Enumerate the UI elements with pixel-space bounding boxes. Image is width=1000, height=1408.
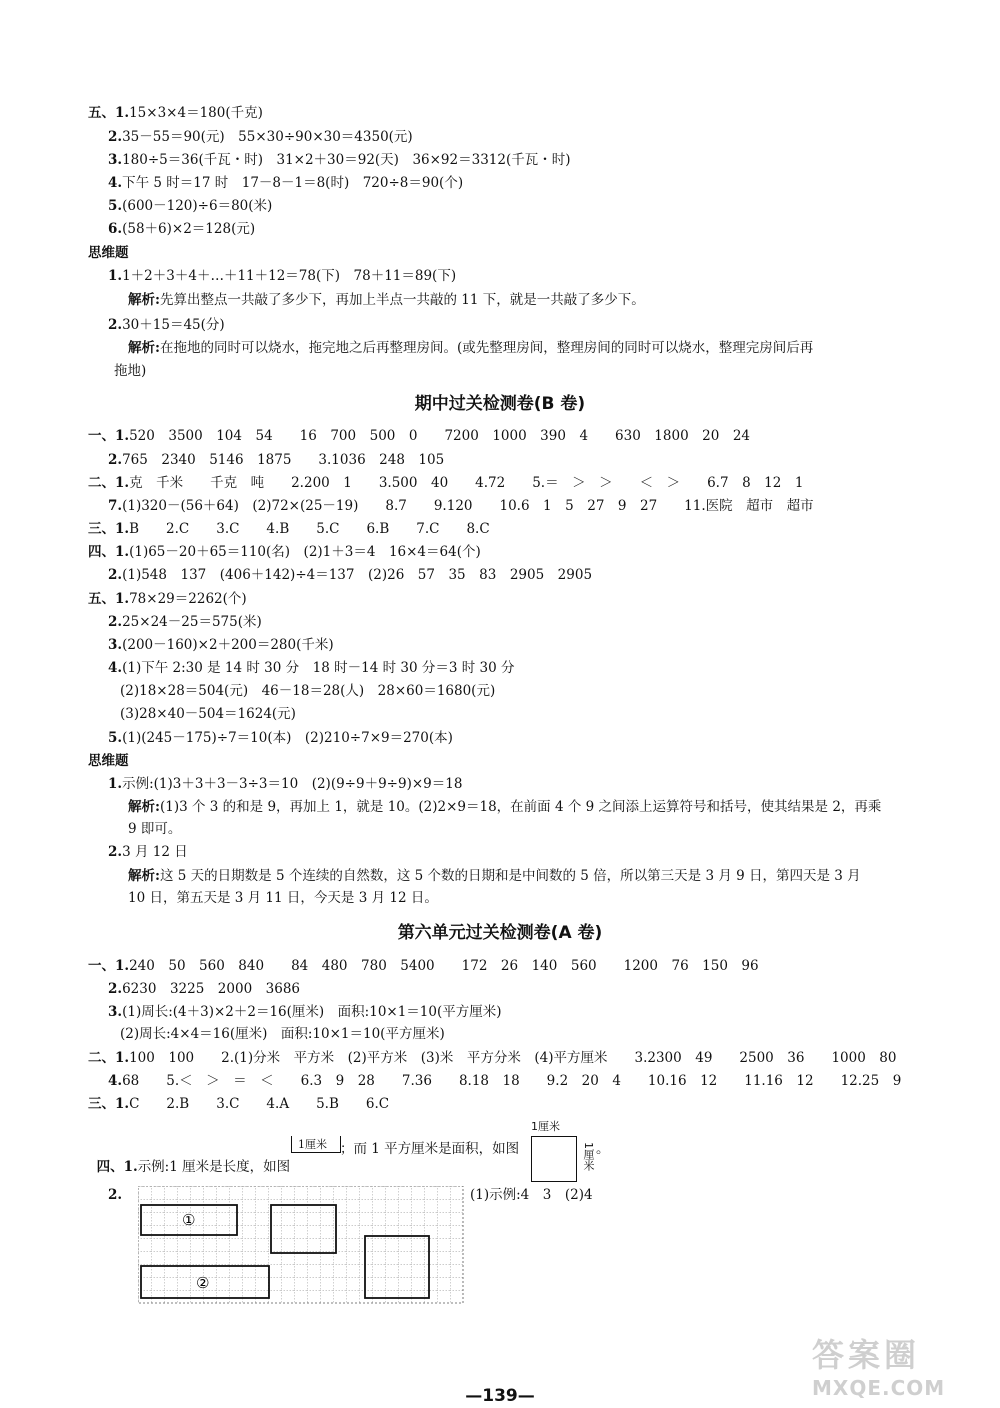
answer-line	[120, 682, 495, 700]
answer-line	[88, 104, 263, 122]
answer-line	[108, 1003, 502, 1021]
answer-label: 三、1.	[88, 521, 130, 537]
answer-line	[88, 474, 803, 492]
grid-label-2: ②	[196, 1274, 210, 1292]
answer-text: 68 5.＜ ＞ ＝ ＜ 6.3 9 28 7.36 8.18 18 9.2 20 4 10.16 12 11.16 12 12.25 9	[122, 1073, 902, 1089]
answer-text: 6230 3225 2000 3686	[122, 981, 301, 997]
answer-label: 2.	[108, 844, 123, 860]
answer-text: B 2.C 3.C 4.B 5.C 6.B 7.C 8.C	[129, 521, 490, 537]
answer-line	[108, 220, 255, 238]
section-title-unit6-a: 第六单元过关检测卷(A 卷)	[397, 923, 603, 943]
answer-label: 2.	[108, 567, 123, 583]
answer-line	[88, 244, 129, 262]
answer-line	[108, 1072, 901, 1090]
grid-figure	[138, 1186, 464, 1308]
watermark-line2: MXQE.COM	[812, 1376, 946, 1400]
answer-text: 克 千米 千克 吨 2.200 1 3.500 40 4.72 5.＝ ＞ ＞ ＜ ＞ 6.7 8 12 1	[129, 475, 804, 491]
answer-label: 5.	[108, 730, 123, 746]
answer-text: 3 月 12 日	[122, 844, 188, 860]
page-number: —139—	[465, 1386, 535, 1406]
answer-label: 五、1.	[88, 591, 130, 607]
answer-label: 五、1.	[88, 105, 130, 121]
answer-text: C 2.B 3.C 4.A 5.B 6.C	[129, 1096, 390, 1112]
answer-line	[108, 613, 262, 631]
answer-text: 9 即可。	[128, 821, 182, 837]
answer-line	[88, 957, 759, 975]
q2-label: 2.	[108, 1187, 123, 1203]
answer-text: 240 50 560 840 84 480 780 5400 172 26 140 560 1200 76 150 96	[129, 958, 759, 974]
answer-line	[128, 291, 645, 309]
grid-label-1: ①	[182, 1211, 196, 1229]
answer-label: 4.	[108, 660, 123, 676]
answer-line	[108, 636, 334, 654]
answer-text: 30＋15＝45(分)	[122, 317, 225, 333]
q4-text-a: 示例:1 厘米是长度，如图	[137, 1159, 291, 1175]
answer-line	[108, 566, 592, 584]
answer-label: 4.	[108, 1073, 123, 1089]
answer-label: 解析:	[128, 340, 160, 356]
answer-text: 520 3500 104 54 16 700 500 0 7200 1000 390 4 630 1800 20 24	[129, 428, 751, 444]
answer-text: 100 100 2.(1)分米 平方米 (2)平方米 (3)米 平方分米 (4)平方厘米 3.2300 49 2500 36 1000 80	[129, 1050, 897, 1066]
answer-line	[128, 820, 181, 838]
answer-text: 1＋2＋3＋4＋…＋11＋12＝78(下) 78＋11＝89(下)	[122, 268, 457, 284]
answer-line	[88, 590, 247, 608]
answer-line	[108, 843, 188, 861]
answer-line	[128, 867, 861, 885]
answer-label: 3.	[108, 637, 123, 653]
answer-line	[108, 197, 272, 215]
answer-text: 765 2340 5146 1875 3.1036 248 105	[122, 452, 445, 468]
answer-line	[88, 752, 129, 770]
q4-text-b: ；而 1 平方厘米是面积，如图	[340, 1141, 520, 1157]
answer-label: 一、1.	[88, 958, 130, 974]
answer-line	[108, 316, 225, 334]
square-top-label: 1厘米	[531, 1120, 560, 1133]
square-figure	[531, 1136, 577, 1182]
answer-line	[88, 543, 481, 561]
answer-line	[88, 427, 750, 445]
answer-line	[108, 659, 514, 677]
answer-line	[108, 151, 571, 169]
answer-line	[120, 1025, 445, 1043]
answer-label: 1.	[108, 268, 123, 284]
answer-label: 6.	[108, 221, 123, 237]
answer-label: 四、1.	[88, 544, 130, 560]
answer-text: 示例:(1)3＋3＋3－3÷3＝10 (2)(9÷9＋9÷9)×9＝18	[122, 776, 463, 792]
answer-label: 三、1.	[88, 1096, 130, 1112]
answer-line	[88, 520, 490, 538]
answer-text: 先算出整点一共敲了多少下，再加上半点一共敲的 11 下，就是一共敲了多少下。	[159, 292, 645, 308]
answer-line	[108, 775, 462, 793]
answer-text: (58＋6)×2＝128(元)	[122, 221, 256, 237]
answer-text: 15×3×4＝180(千克)	[129, 105, 263, 121]
answer-label: 二、1.	[88, 475, 130, 491]
answer-label: 5.	[108, 198, 123, 214]
watermark-line1: 答案圈	[812, 1336, 921, 1374]
answer-label: 2.	[108, 317, 123, 333]
answer-line	[108, 267, 456, 285]
q4-label: 四、1.	[96, 1159, 138, 1175]
answer-text: (1)3 个 3 的和是 9，再加上 1，就是 10。(2)2×9＝18，在前面 4 个 9 之间添上运算符号和括号，使其结果是 2，再乘	[159, 799, 882, 815]
answer-line	[128, 889, 438, 907]
answer-text: (1)(245－175)÷7＝10(本) (2)210÷7×9＝270(本)	[122, 730, 453, 746]
answer-line	[108, 497, 814, 515]
answer-text: 下午 5 时＝17 时 17－8－1＝8(时) 720÷8＝90(个)	[122, 175, 464, 191]
section-title-midterm-b: 期中过关检测卷(B 卷)	[414, 394, 586, 414]
answer-text: (1)周长:(4＋3)×2＋2＝16(厘米) 面积:10×1＝10(平方厘米)	[122, 1004, 502, 1020]
answer-text: 78×29＝2262(个)	[129, 591, 247, 607]
answer-line	[108, 451, 444, 469]
answer-line	[108, 729, 453, 747]
answer-text: 拖地)	[114, 363, 147, 379]
watermark	[812, 1330, 992, 1404]
answer-text: 这 5 天的日期数是 5 个连续的自然数，这 5 个数的日期和是中间数的 5 倍，所以第三天是 3 月 9 日，第四天是 3 月	[159, 868, 861, 884]
answer-line	[88, 1095, 389, 1113]
answer-label: 思维题	[88, 753, 129, 769]
answer-text: 10 日，第五天是 3 月 11 日，今天是 3 月 12 日。	[128, 890, 438, 906]
square-side-label: 1厘米	[582, 1142, 595, 1171]
answer-label: 解析:	[128, 868, 160, 884]
answer-label: 3.	[108, 1004, 123, 1020]
answer-label: 二、1.	[88, 1050, 130, 1066]
answer-line	[114, 362, 146, 380]
answer-label: 1.	[108, 776, 123, 792]
answer-line	[108, 980, 300, 998]
answer-label: 2.	[108, 614, 123, 630]
answer-text: (3)28×40－504＝1624(元)	[120, 706, 296, 722]
line-segment-figure	[291, 1136, 341, 1153]
answer-line	[108, 174, 463, 192]
answer-text: (1)320－(56＋64) (2)72×(25－19) 8.7 9.120 10.6 1 5 27 9 27 11.医院 超市 超市	[122, 498, 814, 514]
answer-label: 2.	[108, 129, 123, 145]
answer-text: (600－120)÷6＝80(米)	[122, 198, 273, 214]
answer-label: 解析:	[128, 799, 160, 815]
answer-line	[128, 798, 881, 816]
answer-label: 3.	[108, 152, 123, 168]
answer-label: 7.	[108, 498, 123, 514]
q4-end: 。	[596, 1141, 610, 1157]
segment-label: 1厘米	[298, 1138, 327, 1151]
answer-label: 2.	[108, 452, 123, 468]
answer-text: 25×24－25＝575(米)	[122, 614, 262, 630]
answer-text: 在拖地的同时可以烧水，拖完地之后再整理房间。(或先整理房间，整理房间的同时可以烧水，整理完房间后再	[159, 340, 814, 356]
answer-label: 一、1.	[88, 428, 130, 444]
answer-label: 2.	[108, 981, 123, 997]
answer-label: 4.	[108, 175, 123, 191]
answer-text: (1)下午 2:30 是 14 时 30 分 18 时－14 时 30 分＝3 时 30 分	[122, 660, 515, 676]
answer-text: (2)18×28＝504(元) 46－18＝28(人) 28×60＝1680(元)	[120, 683, 496, 699]
q2-answer: (1)示例:4 3 (2)4	[470, 1187, 593, 1203]
answer-line	[120, 705, 296, 723]
answer-text: (1)548 137 (406＋142)÷4＝137 (2)26 57 35 83 2905 2905	[122, 567, 593, 583]
answer-text: (2)周长:4×4＝16(厘米) 面积:10×1＝10(平方厘米)	[120, 1026, 445, 1042]
answer-line	[88, 1049, 896, 1067]
q4-line	[88, 1140, 290, 1176]
answer-label: 解析:	[128, 292, 160, 308]
answer-line	[128, 339, 813, 357]
answer-text: (200－160)×2＋200＝280(千米)	[122, 637, 334, 653]
answer-line	[108, 128, 413, 146]
answer-text: 180÷5＝36(千瓦・时) 31×2＋30＝92(天) 36×92＝3312(千瓦・时)	[122, 152, 571, 168]
answer-label: 思维题	[88, 245, 129, 261]
answer-text: (1)65－20＋65＝110(名) (2)1＋3＝4 16×4＝64(个)	[129, 544, 481, 560]
answer-text: 35－55＝90(元) 55×30÷90×30＝4350(元)	[122, 129, 413, 145]
